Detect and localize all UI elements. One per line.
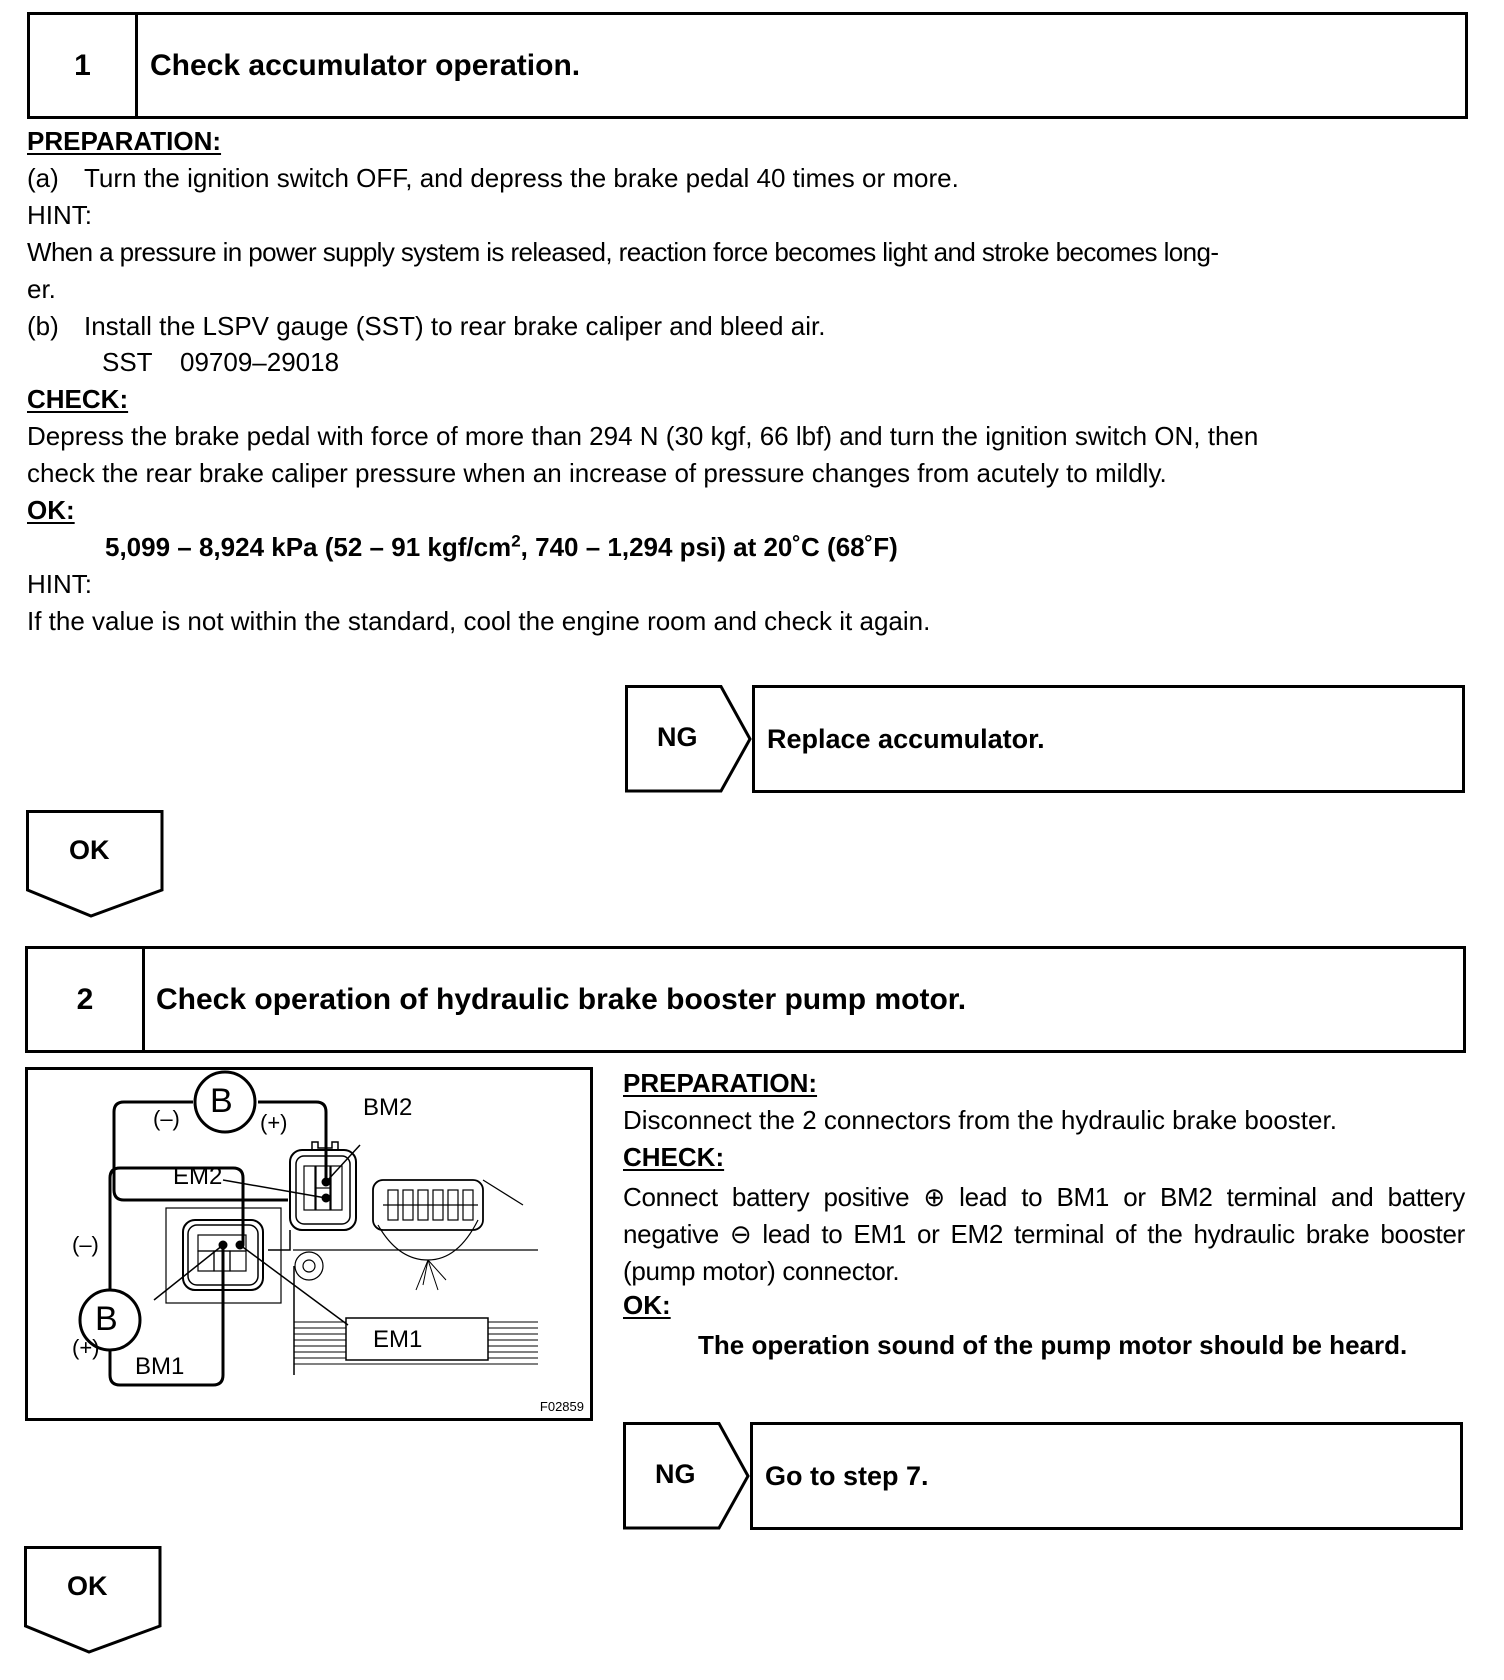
step-2-ok-text: The operation sound of the pump motor should be heard. <box>698 1330 1408 1360</box>
step-1-hint-line-2: er. <box>27 274 56 304</box>
battery-top-positive: (+) <box>260 1110 288 1135</box>
connector-diagram <box>25 1067 593 1421</box>
step-1-hint-line-1: When a pressure in power supply system is released, reaction force becomes light and stroke becomes long- <box>27 237 1219 267</box>
step-1-ok-label: OK <box>69 835 110 865</box>
step-2-check-text: Connect battery positive ⊕ lead to BM1 or BM2 terminal and battery negative ⊖ lead to EM1 or EM2 terminal of the hydraulic brake booster (pump motor) connector. <box>623 1182 1465 1286</box>
step-2-ok-label: OK <box>67 1571 108 1601</box>
step-1-ok-spec <box>105 532 898 562</box>
label-bm1: BM1 <box>135 1353 185 1380</box>
step-1-check-header: CHECK: <box>27 384 129 414</box>
step-2-preparation-header: PREPARATION: <box>623 1068 818 1098</box>
step-2-ng-result-box <box>750 1422 1463 1530</box>
label-em1: EM1 <box>373 1326 423 1353</box>
step-2-ok-header: OK: <box>623 1290 671 1320</box>
step-1-prep-a-label: (a) <box>27 163 59 193</box>
step-1-sst-label: SST <box>102 347 153 377</box>
step-1-hint-2-header: HINT: <box>27 569 92 599</box>
step-2-ng-result-text: Go to step 7. <box>765 1460 929 1491</box>
step-1-header <box>27 12 1468 119</box>
step-1-ng-result-text: Replace accumulator. <box>767 723 1045 754</box>
step-2-check-header: CHECK: <box>623 1142 725 1172</box>
figure-id: F02859 <box>539 1399 584 1414</box>
step-1-prep-a-text: Turn the ignition switch OFF, and depress the brake pedal 40 times or more. <box>84 163 959 193</box>
step-1-hint-2-text: If the value is not within the standard, cool the engine room and check it again. <box>27 606 931 636</box>
step-1-sst-number: 09709–29018 <box>180 347 340 377</box>
step-2-title: Check operation of hydraulic brake booster pump motor. <box>156 982 967 1016</box>
step-2-prep-text: Disconnect the 2 connectors from the hydraulic brake booster. <box>623 1105 1337 1135</box>
ok-spec-superscript: 2 <box>511 531 521 551</box>
battery-bottom-negative: (–) <box>72 1232 99 1257</box>
label-bm2: BM2 <box>363 1094 413 1121</box>
step-2-number: 2 <box>28 949 145 1050</box>
label-em2: EM2 <box>173 1163 223 1190</box>
battery-bottom-label: B <box>95 1300 118 1338</box>
battery-top-negative: (–) <box>153 1106 180 1131</box>
step-1-prep-b-label: (b) <box>27 311 59 341</box>
ok-spec-part-2: , 740 – 1,294 psi) at 20˚C (68˚F) <box>520 532 898 562</box>
step-1-ok-header: OK: <box>27 495 75 525</box>
step-1-preparation-header: PREPARATION: <box>27 126 222 156</box>
step-1-check-line-2: check the rear brake caliper pressure when an increase of pressure changes from acutely to mildly. <box>27 458 1167 488</box>
step-1-check-line-1: Depress the brake pedal with force of more than 294 N (30 kgf, 66 lbf) and turn the ignition switch ON, then <box>27 421 1259 451</box>
connector-diagram-art <box>28 1070 590 1418</box>
step-1-ng-label: NG <box>657 722 698 752</box>
battery-bottom-positive: (+) <box>72 1335 100 1360</box>
step-1-number: 1 <box>30 15 138 116</box>
step-1-ng-result-box <box>752 685 1465 793</box>
step-1-hint-header: HINT: <box>27 200 92 230</box>
ok-spec-part-1: 5,099 – 8,924 kPa (52 – 91 kgf/cm <box>105 532 512 562</box>
step-1-title: Check accumulator operation. <box>150 48 581 82</box>
step-1-prep-b-text: Install the LSPV gauge (SST) to rear brake caliper and bleed air. <box>84 311 826 341</box>
step-2-header <box>25 946 1466 1053</box>
battery-top-label: B <box>210 1082 233 1120</box>
step-2-ng-label: NG <box>655 1459 696 1489</box>
